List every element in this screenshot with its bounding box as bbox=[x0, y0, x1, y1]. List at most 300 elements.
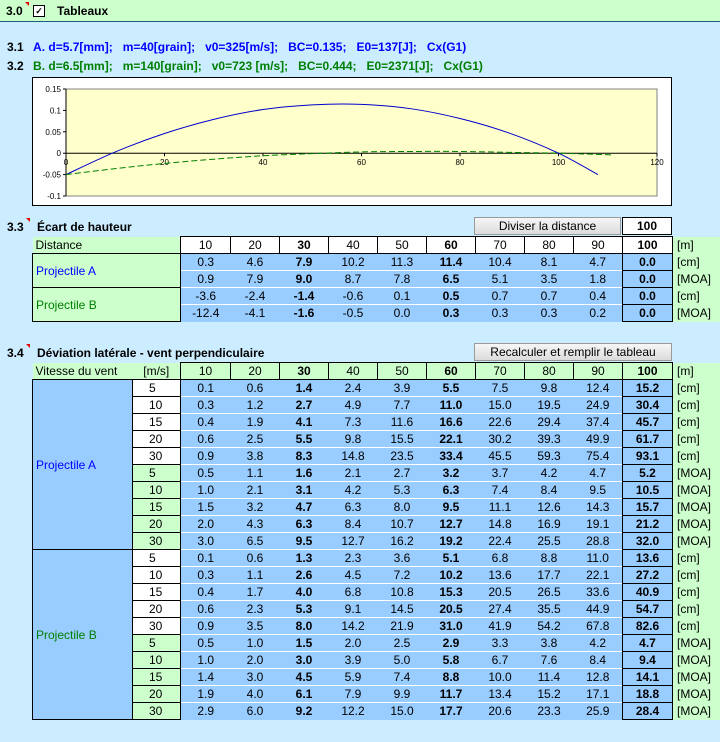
table-cell: 4.7 bbox=[623, 635, 673, 652]
wind-speed-cell: 15 bbox=[133, 584, 181, 601]
table-cell: 4.5 bbox=[329, 567, 378, 584]
y-tick-label: -0.1 bbox=[47, 192, 61, 201]
table-cell: 67.8 bbox=[574, 618, 623, 635]
table-cell: 2.1 bbox=[329, 465, 378, 482]
unit-label: [MOA] bbox=[673, 516, 720, 533]
wind-speed-cell: 15 bbox=[133, 414, 181, 431]
table-cell: 4.3 bbox=[231, 516, 280, 533]
table-cell: 0.1 bbox=[181, 550, 231, 567]
distance-header: 40 bbox=[329, 237, 378, 254]
table-cell: 22.1 bbox=[574, 567, 623, 584]
table-cell: 4.1 bbox=[280, 414, 329, 431]
wind-speed-cell: 30 bbox=[133, 618, 181, 635]
distance-header: 60 bbox=[427, 237, 476, 254]
table-row bbox=[33, 703, 720, 720]
unit-label: [MOA] bbox=[673, 499, 720, 516]
table-cell: 22.6 bbox=[476, 414, 525, 431]
table-cell: 8.4 bbox=[329, 516, 378, 533]
table-cell: 11.4 bbox=[427, 254, 476, 271]
table-cell: 9.8 bbox=[525, 380, 574, 397]
table-cell: 7.8 bbox=[378, 271, 427, 288]
table-cell: 12.6 bbox=[525, 499, 574, 516]
table-cell: 6.5 bbox=[231, 533, 280, 550]
table-row bbox=[33, 618, 720, 635]
x-tick-label: 20 bbox=[160, 158, 169, 168]
table-cell: 37.4 bbox=[574, 414, 623, 431]
table-cell: 4.2 bbox=[329, 482, 378, 499]
table-cell: 11.4 bbox=[525, 669, 574, 686]
table-cell: 0.3 bbox=[525, 305, 574, 322]
plot-area bbox=[63, 89, 657, 196]
table-cell: 17.7 bbox=[427, 703, 476, 720]
y-tick-label: 0.1 bbox=[49, 106, 61, 116]
table-cell: 3.2 bbox=[231, 499, 280, 516]
table-cell: 35.5 bbox=[525, 601, 574, 618]
table-cell: 61.7 bbox=[623, 431, 673, 448]
table-cell: 5.9 bbox=[329, 669, 378, 686]
table-cell: 0.0 bbox=[623, 288, 673, 305]
wind-speed-cell: 10 bbox=[133, 652, 181, 669]
table-cell: 2.9 bbox=[181, 703, 231, 720]
table-cell: 9.5 bbox=[574, 482, 623, 499]
table-row bbox=[33, 288, 720, 305]
table-cell: 12.7 bbox=[329, 533, 378, 550]
table-cell: 17.7 bbox=[525, 567, 574, 584]
height-deviation-table bbox=[32, 236, 720, 322]
table-row bbox=[33, 465, 720, 482]
table-cell: 3.6 bbox=[378, 550, 427, 567]
table-cell: 21.9 bbox=[378, 618, 427, 635]
section-title: Tableaux bbox=[57, 4, 109, 18]
table-cell: 5.3 bbox=[280, 601, 329, 618]
table-cell: 8.8 bbox=[525, 550, 574, 567]
projectile-b-label: Projectile B bbox=[33, 550, 133, 720]
table-cell: 6.3 bbox=[280, 516, 329, 533]
unit-label: [MOA] bbox=[673, 652, 720, 669]
table-cell: 19.1 bbox=[574, 516, 623, 533]
table-cell: 32.0 bbox=[623, 533, 673, 550]
unit-label: [cm] bbox=[673, 380, 720, 397]
table-cell: 8.0 bbox=[280, 618, 329, 635]
unit-label: [cm] bbox=[673, 414, 720, 431]
table-cell: 2.9 bbox=[427, 635, 476, 652]
distance-header: 20 bbox=[231, 363, 280, 380]
section-title: Déviation latérale - vent perpendiculaire bbox=[37, 346, 265, 360]
table-cell: 24.9 bbox=[574, 397, 623, 414]
wind-speed-cell: 20 bbox=[133, 601, 181, 618]
section-number: 3.3 bbox=[7, 220, 24, 234]
table-cell: 30.4 bbox=[623, 397, 673, 414]
table-cell: 1.0 bbox=[181, 482, 231, 499]
table-cell: 93.1 bbox=[623, 448, 673, 465]
unit-label: [m] bbox=[673, 363, 720, 380]
distance-header: 90 bbox=[574, 237, 623, 254]
table-cell: 10.7 bbox=[378, 516, 427, 533]
table-cell: 14.8 bbox=[476, 516, 525, 533]
table-cell: 1.1 bbox=[231, 567, 280, 584]
table-cell: -1.4 bbox=[280, 288, 329, 305]
table-cell: 12.4 bbox=[574, 380, 623, 397]
table-row bbox=[33, 601, 720, 618]
unit-label: [cm] bbox=[673, 431, 720, 448]
table-cell: 5.1 bbox=[476, 271, 525, 288]
projectile-b-spec: B. d=6.5[mm]; m=140[grain]; v0=723 [m/s]; BC=0.444; E0=2371[J]; Cx(G1) bbox=[33, 59, 483, 73]
lateral-deviation-table bbox=[32, 362, 720, 720]
distance-header: 60 bbox=[427, 363, 476, 380]
table-cell: 19.2 bbox=[427, 533, 476, 550]
table-cell: 2.5 bbox=[231, 431, 280, 448]
table-cell: 0.5 bbox=[181, 635, 231, 652]
wind-speed-cell: 15 bbox=[133, 499, 181, 516]
table-row bbox=[33, 397, 720, 414]
table-cell: -4.1 bbox=[231, 305, 280, 322]
row-number: 3.2 bbox=[7, 59, 24, 73]
comment-marker-icon bbox=[26, 218, 30, 222]
table-cell: 39.3 bbox=[525, 431, 574, 448]
table-cell: 7.7 bbox=[378, 397, 427, 414]
table-row bbox=[33, 499, 720, 516]
table-cell: 6.8 bbox=[329, 584, 378, 601]
table-cell: 0.1 bbox=[181, 380, 231, 397]
projectile-a-spec: A. d=5.7[mm]; m=40[grain]; v0=325[m/s]; BC=0.135; E0=137[J]; Cx(G1) bbox=[33, 40, 467, 54]
table-cell: 3.7 bbox=[476, 465, 525, 482]
y-tick-label: -0.05 bbox=[42, 170, 61, 180]
table-cell: 3.0 bbox=[181, 533, 231, 550]
table-cell: 9.9 bbox=[378, 686, 427, 703]
table-cell: 25.5 bbox=[525, 533, 574, 550]
table-cell: 23.5 bbox=[378, 448, 427, 465]
table-cell: 0.5 bbox=[181, 465, 231, 482]
table-cell: 0.3 bbox=[181, 567, 231, 584]
table-cell: 12.7 bbox=[427, 516, 476, 533]
table-cell: 15.2 bbox=[525, 686, 574, 703]
table-cell: 1.4 bbox=[280, 380, 329, 397]
table-cell: 0.4 bbox=[181, 584, 231, 601]
distance-header: 80 bbox=[525, 363, 574, 380]
table-cell: 5.8 bbox=[427, 652, 476, 669]
projectile-b-line bbox=[7, 59, 483, 73]
table-cell: 9.5 bbox=[280, 533, 329, 550]
table-cell: 33.6 bbox=[574, 584, 623, 601]
unit-label: [cm] bbox=[673, 584, 720, 601]
distance-header: 10 bbox=[181, 237, 231, 254]
wind-speed-cell: 15 bbox=[133, 669, 181, 686]
table-cell: 8.1 bbox=[525, 254, 574, 271]
wind-speed-cell: 20 bbox=[133, 686, 181, 703]
distance-header: 90 bbox=[574, 363, 623, 380]
table-cell: 10.4 bbox=[476, 254, 525, 271]
table-cell: 0.7 bbox=[525, 288, 574, 305]
table-cell: 28.4 bbox=[623, 703, 673, 720]
table-cell: 8.7 bbox=[329, 271, 378, 288]
table-cell: 45.7 bbox=[623, 414, 673, 431]
table-row bbox=[33, 584, 720, 601]
table-cell: 11.6 bbox=[378, 414, 427, 431]
table-cell: 15.3 bbox=[427, 584, 476, 601]
wind-speed-cell: 10 bbox=[133, 567, 181, 584]
unit-label: [m] bbox=[673, 237, 720, 254]
table-cell: 2.3 bbox=[329, 550, 378, 567]
table-row bbox=[33, 686, 720, 703]
table-cell: 1.3 bbox=[280, 550, 329, 567]
table-cell: 20.5 bbox=[476, 584, 525, 601]
table-cell: 2.6 bbox=[280, 567, 329, 584]
table-cell: 0.6 bbox=[181, 601, 231, 618]
table-cell: 3.8 bbox=[231, 448, 280, 465]
table-cell: -3.6 bbox=[181, 288, 231, 305]
table-cell: 16.2 bbox=[378, 533, 427, 550]
distance-header: 70 bbox=[476, 237, 525, 254]
distance-header: 50 bbox=[378, 363, 427, 380]
table-cell: 2.4 bbox=[329, 380, 378, 397]
divide-distance-button[interactable]: Diviser la distance bbox=[474, 217, 621, 235]
unit-label: [cm] bbox=[673, 550, 720, 567]
table-cell: 5.0 bbox=[378, 652, 427, 669]
unit-label: [MOA] bbox=[673, 703, 720, 720]
table-cell: 1.9 bbox=[181, 686, 231, 703]
table-cell: 8.4 bbox=[525, 482, 574, 499]
table-cell: 0.0 bbox=[623, 254, 673, 271]
table-row bbox=[33, 431, 720, 448]
table-cell: 5.5 bbox=[280, 431, 329, 448]
unit-label: [MOA] bbox=[673, 482, 720, 499]
distance-header: 20 bbox=[231, 237, 280, 254]
table-cell: 1.5 bbox=[280, 635, 329, 652]
table-cell: 45.5 bbox=[476, 448, 525, 465]
table-cell: 59.3 bbox=[525, 448, 574, 465]
wind-speed-cell: 20 bbox=[133, 516, 181, 533]
unit-label: [cm] bbox=[673, 618, 720, 635]
table-cell: 6.0 bbox=[231, 703, 280, 720]
table-cell: 10.8 bbox=[378, 584, 427, 601]
table-cell: 7.4 bbox=[378, 669, 427, 686]
table-cell: 4.0 bbox=[280, 584, 329, 601]
table-cell: 14.3 bbox=[574, 499, 623, 516]
table-cell: 21.2 bbox=[623, 516, 673, 533]
section-number: 3.4 bbox=[7, 346, 24, 360]
table-cell: 8.3 bbox=[280, 448, 329, 465]
x-tick-label: 40 bbox=[258, 158, 268, 168]
unit-label: [cm] bbox=[673, 448, 720, 465]
table-cell: 2.1 bbox=[231, 482, 280, 499]
section-header-bar bbox=[0, 0, 720, 22]
unit-label: [MOA] bbox=[673, 305, 720, 322]
table-cell: 9.2 bbox=[280, 703, 329, 720]
table-cell: 7.4 bbox=[476, 482, 525, 499]
comment-marker-icon bbox=[26, 344, 30, 348]
table-cell: 1.0 bbox=[181, 652, 231, 669]
x-tick-label: 80 bbox=[455, 158, 465, 168]
distance-header: 100 bbox=[623, 237, 673, 254]
table-cell: 2.0 bbox=[329, 635, 378, 652]
table-cell: 7.6 bbox=[525, 652, 574, 669]
distance-header: 30 bbox=[280, 363, 329, 380]
table-cell: 16.9 bbox=[525, 516, 574, 533]
table-cell: 1.2 bbox=[231, 397, 280, 414]
table-cell: 44.9 bbox=[574, 601, 623, 618]
table-cell: 1.7 bbox=[231, 584, 280, 601]
table-cell: 0.4 bbox=[574, 288, 623, 305]
table-cell: 26.5 bbox=[525, 584, 574, 601]
table-cell: 54.7 bbox=[623, 601, 673, 618]
table-cell: 12.2 bbox=[329, 703, 378, 720]
table-cell: 30.2 bbox=[476, 431, 525, 448]
table-cell: 25.9 bbox=[574, 703, 623, 720]
distance-header: 70 bbox=[476, 363, 525, 380]
table-cell: 6.3 bbox=[329, 499, 378, 516]
y-tick-label: 0 bbox=[56, 149, 61, 159]
table-row bbox=[33, 254, 720, 271]
table-cell: 10.5 bbox=[623, 482, 673, 499]
recalculate-button[interactable]: Recalculer et remplir le tableau bbox=[474, 343, 672, 361]
toggle-checkbox[interactable]: ✓ bbox=[33, 5, 45, 17]
table-cell: 14.1 bbox=[623, 669, 673, 686]
table-cell: 19.5 bbox=[525, 397, 574, 414]
wind-speed-cell: 10 bbox=[133, 397, 181, 414]
table-cell: 15.0 bbox=[378, 703, 427, 720]
table-cell: 3.2 bbox=[427, 465, 476, 482]
table-cell: 2.0 bbox=[231, 652, 280, 669]
table-cell: 0.0 bbox=[623, 305, 673, 322]
table-cell: -0.5 bbox=[329, 305, 378, 322]
table-cell: 7.9 bbox=[231, 271, 280, 288]
table-cell: 0.6 bbox=[231, 550, 280, 567]
table-cell: -12.4 bbox=[181, 305, 231, 322]
table-cell: 0.0 bbox=[378, 305, 427, 322]
comment-marker-icon bbox=[25, 2, 29, 6]
table-cell: 1.0 bbox=[231, 635, 280, 652]
table-cell: 3.9 bbox=[378, 380, 427, 397]
table-cell: 3.9 bbox=[329, 652, 378, 669]
table-row bbox=[33, 669, 720, 686]
table-row bbox=[33, 482, 720, 499]
table-cell: 9.0 bbox=[280, 271, 329, 288]
table-cell: 6.8 bbox=[476, 550, 525, 567]
y-tick-label: 0.05 bbox=[45, 127, 61, 137]
distance-header: 100 bbox=[623, 363, 673, 380]
section-number: 3.0 bbox=[6, 4, 23, 18]
table-cell: 0.3 bbox=[181, 397, 231, 414]
table-cell: 2.7 bbox=[378, 465, 427, 482]
table-cell: 14.2 bbox=[329, 618, 378, 635]
table-row bbox=[33, 652, 720, 669]
wind-speed-label: Vitesse du vent bbox=[33, 363, 133, 380]
table-cell: 6.5 bbox=[427, 271, 476, 288]
table-cell: 17.1 bbox=[574, 686, 623, 703]
table-cell: 1.8 bbox=[574, 271, 623, 288]
table-row bbox=[33, 380, 720, 397]
table-cell: 15.5 bbox=[378, 431, 427, 448]
table-cell: 5.5 bbox=[427, 380, 476, 397]
table-cell: 2.3 bbox=[231, 601, 280, 618]
table-cell: 14.5 bbox=[378, 601, 427, 618]
distance-header: 30 bbox=[280, 237, 329, 254]
table-cell: -1.6 bbox=[280, 305, 329, 322]
table-cell: 16.6 bbox=[427, 414, 476, 431]
table-cell: 6.7 bbox=[476, 652, 525, 669]
table-cell: 5.1 bbox=[427, 550, 476, 567]
table-cell: 7.9 bbox=[280, 254, 329, 271]
unit-label: [cm] bbox=[673, 288, 720, 305]
wind-speed-cell: 5 bbox=[133, 465, 181, 482]
table-cell: 22.1 bbox=[427, 431, 476, 448]
table-cell: 54.2 bbox=[525, 618, 574, 635]
table-cell: 13.6 bbox=[623, 550, 673, 567]
table-row bbox=[33, 567, 720, 584]
table-cell: 1.1 bbox=[231, 465, 280, 482]
table-cell: 1.5 bbox=[181, 499, 231, 516]
table-cell: 3.5 bbox=[231, 618, 280, 635]
table-cell: 33.4 bbox=[427, 448, 476, 465]
table-cell: 11.0 bbox=[574, 550, 623, 567]
x-tick-label: 60 bbox=[357, 158, 366, 168]
table-cell: 0.6 bbox=[231, 380, 280, 397]
table-cell: 0.3 bbox=[476, 305, 525, 322]
unit-label: [MOA] bbox=[673, 271, 720, 288]
table-cell: 82.6 bbox=[623, 618, 673, 635]
table-cell: 0.3 bbox=[427, 305, 476, 322]
table-cell: 9.4 bbox=[623, 652, 673, 669]
table-cell: 13.4 bbox=[476, 686, 525, 703]
distance-header: 40 bbox=[329, 363, 378, 380]
table-cell: 6.3 bbox=[427, 482, 476, 499]
table-row bbox=[33, 635, 720, 652]
table-cell: 11.3 bbox=[378, 254, 427, 271]
header-row bbox=[33, 363, 720, 380]
table-cell: 1.6 bbox=[280, 465, 329, 482]
table-cell: 0.7 bbox=[476, 288, 525, 305]
table-cell: 27.4 bbox=[476, 601, 525, 618]
wind-speed-cell: 30 bbox=[133, 703, 181, 720]
projectile-a-label: Projectile A bbox=[33, 380, 133, 550]
table-cell: 8.4 bbox=[574, 652, 623, 669]
projectile-a-line bbox=[7, 40, 466, 54]
table-cell: 4.7 bbox=[574, 254, 623, 271]
table-cell: 0.3 bbox=[181, 254, 231, 271]
table-cell: 15.7 bbox=[623, 499, 673, 516]
unit-label: [cm] bbox=[673, 567, 720, 584]
table-cell: 20.5 bbox=[427, 601, 476, 618]
table-cell: 3.0 bbox=[280, 652, 329, 669]
unit-label: [cm] bbox=[673, 254, 720, 271]
table-cell: 5.3 bbox=[378, 482, 427, 499]
unit-label: [MOA] bbox=[673, 465, 720, 482]
unit-label: [MOA] bbox=[673, 669, 720, 686]
table-cell: 0.9 bbox=[181, 448, 231, 465]
table-row bbox=[33, 550, 720, 567]
table-cell: 12.8 bbox=[574, 669, 623, 686]
table-row bbox=[33, 533, 720, 550]
table-cell: 75.4 bbox=[574, 448, 623, 465]
wind-speed-cell: 5 bbox=[133, 550, 181, 567]
table-cell: 0.9 bbox=[181, 618, 231, 635]
table-cell: 4.2 bbox=[574, 635, 623, 652]
table-cell: 15.0 bbox=[476, 397, 525, 414]
wind-speed-cell: 20 bbox=[133, 431, 181, 448]
wind-speed-cell: 5 bbox=[133, 635, 181, 652]
table-cell: 27.2 bbox=[623, 567, 673, 584]
distance-divisor-input[interactable]: 100 bbox=[622, 217, 672, 235]
table-cell: 41.9 bbox=[476, 618, 525, 635]
table-cell: 10.0 bbox=[476, 669, 525, 686]
table-cell: 7.2 bbox=[378, 567, 427, 584]
distance-header: 10 bbox=[181, 363, 231, 380]
y-tick-label: 0.15 bbox=[45, 85, 61, 94]
table-cell: 7.3 bbox=[329, 414, 378, 431]
x-tick-label: 120 bbox=[650, 158, 664, 168]
table-row bbox=[33, 448, 720, 465]
distance-label: Distance bbox=[33, 237, 181, 254]
